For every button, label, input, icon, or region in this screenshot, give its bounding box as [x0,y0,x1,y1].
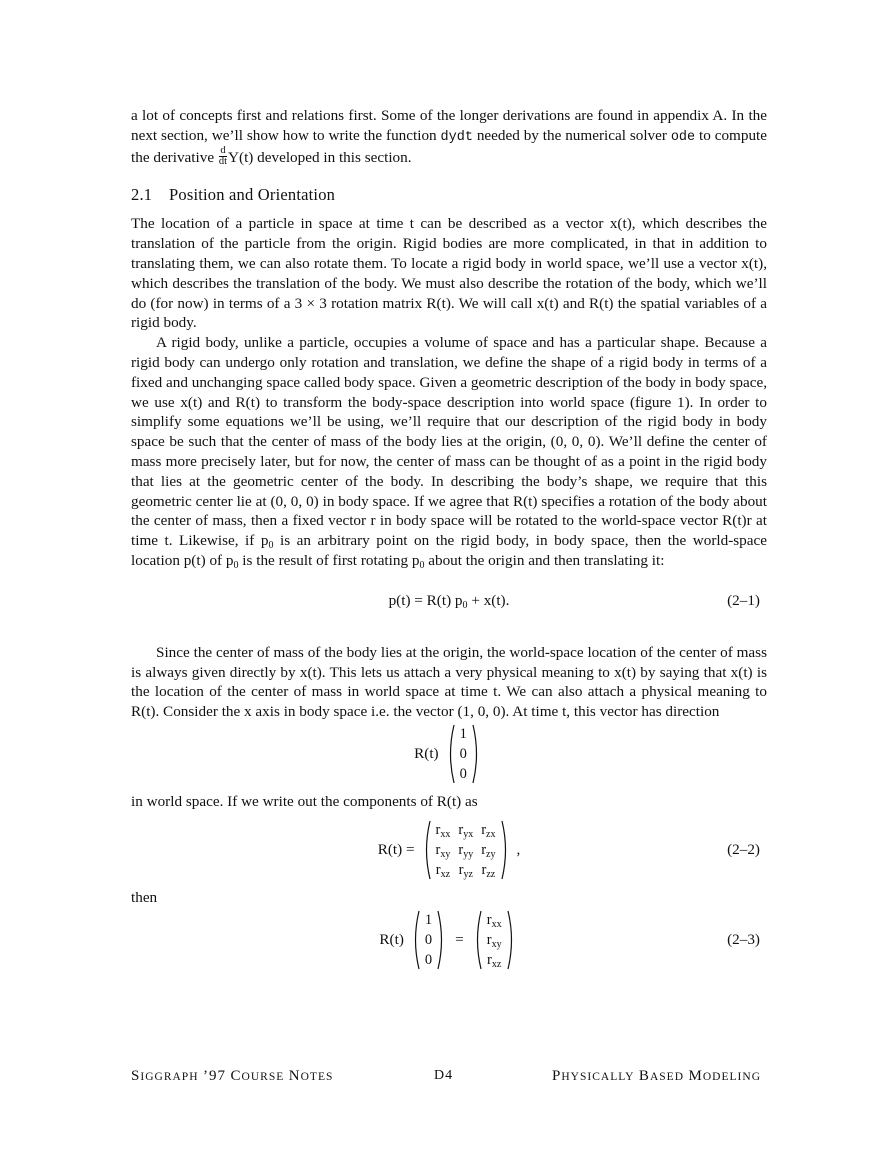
intro-text: to compute the derivative [131,126,768,166]
page-content [131,106,767,970]
column-vector [411,910,446,970]
matrix-table [432,820,500,880]
footer-right: PHYSICALLY BASED MODELING [552,1068,761,1084]
matrix-entry: 0 [424,951,433,968]
fraction-denominator: dt [218,155,228,167]
equals-sign: = [455,930,464,948]
equation-number: (2–3) [727,930,760,948]
left-paren [473,910,483,970]
paragraph-components: in world space. If we write out the components of R(t) as [131,792,478,810]
matrix-entry: $r_{xy}$ [435,841,451,860]
matrix-entry: 1 [459,725,467,742]
matrix-entry: $r_{xy}$ [486,931,502,950]
paragraph-then: then [131,888,158,906]
matrix-lhs: R(t) = [377,840,415,858]
right-paren [436,910,446,970]
section-heading [131,185,767,205]
left-paren [446,724,456,784]
matrix-lhs: R(t) [414,745,439,763]
matrix-entry: $r_{yy}$ [458,841,474,860]
matrix-entry: $r_{xx}$ [435,821,451,840]
matrix-entry: $r_{zx}$ [481,821,496,840]
code-dydt: dydt [440,129,473,145]
paragraph-rigid-body [131,333,767,571]
fraction-numerator: d [220,144,226,156]
matrix-entry: $r_{zy}$ [481,841,496,860]
equation-number: (2–2) [727,840,760,858]
matrix-entry: 1 [424,911,433,928]
intro-text: needed by the numerical solver [472,126,671,144]
intro-text: Y(t) developed in this section. [228,148,412,166]
matrix-entry: $r_{zz}$ [481,861,496,880]
matrix-entry: 0 [459,765,467,782]
vector-table [456,724,471,784]
vector-table [421,910,436,970]
equation-number: (2–1) [727,591,760,609]
vector-table [483,910,506,970]
subscript: 0 [268,540,274,552]
subscript: 0 [462,599,468,611]
intro-paragraph [131,106,767,169]
matrix-entry: $r_{xz}$ [435,861,451,880]
paragraph-text: is an arbitrary point on the rigid body, in body space, then the world-space location p(t) of p [131,532,767,569]
rotation-matrix [422,820,510,880]
matrix-entry: $r_{xz}$ [486,951,502,970]
footer-left: SIGGRAPH ’97 COURSE NOTES [131,1068,334,1084]
equation-comma: , [516,840,521,858]
code-ode: ode [670,129,696,145]
equation-body [131,591,767,611]
matrix-lhs: R(t) [379,930,404,948]
right-paren [471,724,481,784]
matrix-entry: 0 [459,745,467,762]
matrix-entry: $r_{xx}$ [486,911,502,930]
right-paren [500,820,510,880]
matrix-entry: $r_{yz}$ [458,861,473,880]
left-paren [422,820,432,880]
derivative-fraction [219,146,227,167]
equation-2-3 [131,910,767,970]
left-paren [411,910,421,970]
paragraph-center-of-mass: Since the center of mass of the body lies at the origin, the world-space location of the center of mass is always given directly by x(t). This lets us attach a very physical meaning to x(t) by saying that x(t) is the location of the center of mass in world space at time t. We can also attach a physical meaning to R(t). Consider the x axis in body space i.e. the vector (1, 0, 0). At time t, this vector has direction [131,643,767,721]
intro-text: a lot of concepts first and relations first. Some of the longer derivations are found in appendix A. In the next section, we’ll show how to write the function [131,107,767,144]
matrix-entry: $r_{yx}$ [458,821,474,840]
section-title: Position and Orientation [169,184,336,204]
section-number: 2.1 [131,184,153,204]
equation-text: p(t) = R(t) p [388,591,463,609]
display-direction-vector [131,724,767,784]
subscript: 0 [419,559,425,571]
paragraph-text: is the result of first rotating p [238,551,420,569]
paragraph-text: A rigid body, unlike a particle, occupies a volume of space and has a particular shape. Because a rigid body can undergo only rotation and translation, we define the shape of a rigid body in terms of a fixed and unchanging space called body space. Given a geometric description of the body in body space, we use x(t) and R(t) to transform the body-space description into world space (figure 1). In order to simplify some equations we’ll be using, we’ll require that our description of the rigid body in body space be such that the center of mass of the body lies at the origin, (0, 0, 0). We’ll define the center of mass more precisely later, but for now, the center of mass can be thought of as a point in the rigid body that lies at the geometric center of the body. In describing the body’s shape, we require that this geometric center lie at (0, 0, 0) in body space. If we agree that R(t) specifies a rotation of the body about the center of mass, then a fixed vector r in body space will be rotated to the world-space vector R(t)r at time t. Likewise, if p [131,334,767,550]
page-number: D4 [434,1068,454,1083]
equation-2-1 [131,589,767,617]
right-paren [506,910,516,970]
column-vector-result [473,910,516,970]
matrix-entry: 0 [424,931,433,948]
column-vector [446,724,481,784]
paragraph-text: about the origin and then translating it: [424,551,665,569]
equation-2-2 [131,820,767,880]
paragraph-position: The location of a particle in space at time t can be described as a vector x(t), which describes the translation of the particle from the origin. Rigid bodies are more complicated, in that in addition to translating them, we can also rotate them. To locate a rigid body in world space, we’ll use a vector x(t), which describes the translation of the body. We must also describe the rotation of the body, which we’ll do (for now) in terms of a 3 × 3 rotation matrix R(t). We will call x(t) and R(t) the spatial variables of a rigid body. [131,215,767,332]
equation-text: + x(t). [467,591,510,609]
subscript: 0 [233,559,239,571]
